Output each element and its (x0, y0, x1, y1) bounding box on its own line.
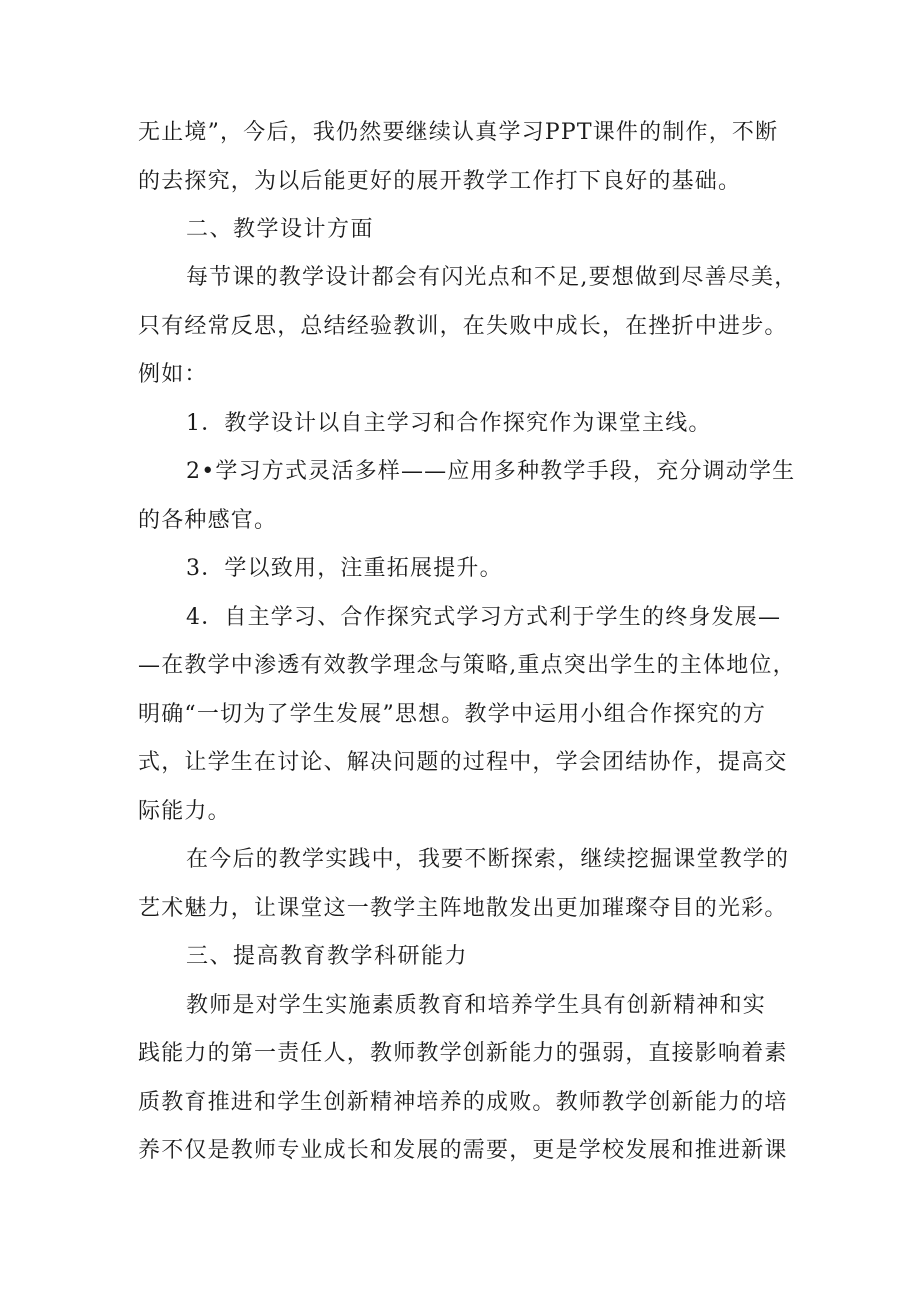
paragraph-line: 只有经常反思，总结经验教训，在失败中成长，在挫折中进步。 (138, 314, 788, 339)
paragraph-line: 例如： (138, 362, 208, 387)
paragraph-line: 养不仅是教师专业成长和发展的需要，更是学校发展和推进新课 (138, 1138, 788, 1163)
list-item-2: 2•学习方式灵活多样——应用多种教学手段，充分调动学生 (186, 459, 796, 484)
paragraph-line: 的去探究，为以后能更好的展开教学工作打下良好的基础。 (138, 169, 742, 194)
paragraph-line: 践能力的第一责任人，教师教学创新能力的强弱，直接影响着素 (138, 1041, 788, 1066)
paragraph-line: 在今后的教学实践中，我要不断探索，继续挖掘课堂教学的 (186, 847, 790, 872)
section-heading-teaching-design: 二、教学设计方面 (186, 217, 375, 242)
paragraph-line: 艺术魅力，让课堂这一教学主阵地散发出更加璀璨夺目的光彩。 (138, 896, 788, 921)
paragraph-line: 教师是对学生实施素质教育和培养学生具有创新精神和实 (186, 993, 767, 1018)
list-item-1: 1．教学设计以自主学习和合作探究作为课堂主线。 (186, 411, 712, 436)
paragraph-line: 质教育推进和学生创新精神培养的成败。教师教学创新能力的培 (138, 1090, 788, 1115)
paragraph-line: 每节课的教学设计都会有闪光点和不足,要想做到尽善尽美， (186, 265, 798, 290)
paragraph-line: 的各种感官。 (138, 508, 278, 533)
paragraph-line: 明确“一切为了学生发展”思想。教学中运用小组合作探究的方 (138, 702, 767, 727)
paragraph-line: 式，让学生在讨论、解决问题的过程中，学会团结协作，提高交 (138, 750, 788, 775)
paragraph-line: 际能力。 (138, 799, 231, 824)
paragraph-line: —在教学中渗透有效教学理念与策略,重点突出学生的主体地位， (138, 653, 796, 678)
paragraph-line: 无止境”，今后，我仍然要继续认真学习PPT课件的制作，不断 (138, 120, 779, 145)
list-item-3: 3．学以致用，注重拓展提升。 (186, 556, 503, 581)
list-item-4: 4．自主学习、合作探究式学习方式利于学生的终身发展— (186, 605, 782, 630)
section-heading-research: 三、提高教育教学科研能力 (186, 944, 469, 969)
